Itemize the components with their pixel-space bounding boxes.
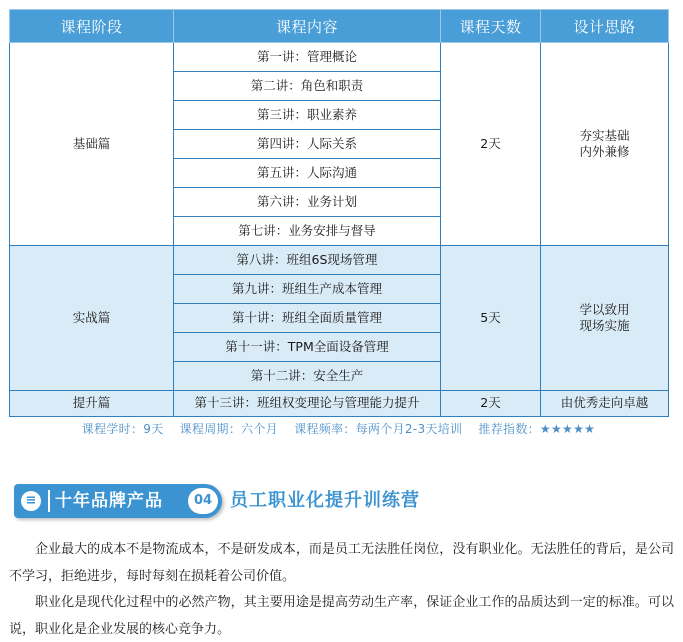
idea-cell-advance: 由优秀走向卓越 [541,391,669,417]
summary-hours: 课程学时：9天 [81,422,164,436]
idea-line: 夯实基础 [579,127,630,143]
badge-divider [48,490,50,512]
idea-line: 现场实施 [579,318,630,333]
lesson-cell: 第七讲：业务安排与督导 [174,217,441,246]
idea-cell-practice [541,246,669,391]
brand-badge [14,484,222,518]
header-idea: 设计思路 [541,10,669,43]
lesson-cell: 第二讲：角色和职责 [174,72,441,101]
lesson-cell: 第五讲：人际沟通 [174,159,441,188]
paragraph: 职业化是现代化过程中的必然产物，其主要用途是提高劳动生产率，保证企业工作的品质达到一定的标准。可以说，职业化是企业发展的核心竞争力。 [9,595,674,637]
course-summary [9,420,668,437]
body-text [9,537,674,642]
paragraph: 企业最大的成本不是物流成本，不是研发成本，而是员工无法胜任岗位，没有职业化。无法胜任的背后，是公司不学习，拒绝进步，每时每刻在损耗着公司价值。 [9,542,674,584]
days-cell-advance: 2天 [441,391,541,417]
lesson-cell: 第九讲：班组生产成本管理 [174,275,441,304]
table-header-row [10,10,669,43]
lesson-cell: 第十二讲：安全生产 [174,362,441,391]
list-icon: ≡ [21,491,41,511]
idea-line: 学以致用 [579,301,630,317]
table-row [10,246,669,275]
stage-cell-advance: 提升篇 [10,391,174,417]
lesson-cell: 第八讲：班组6S现场管理 [174,246,441,275]
lesson-cell: 第一讲：管理概论 [174,43,441,72]
lesson-cell: 第四讲：人际关系 [174,130,441,159]
badge-number: 04 [188,488,218,514]
lesson-cell: 第三讲：职业素养 [174,101,441,130]
stage-cell-practice: 实战篇 [10,246,174,391]
lesson-cell: 第十三讲：班组权变理论与管理能力提升 [174,391,441,417]
idea-line: 内外兼修 [579,144,630,159]
header-stage: 课程阶段 [10,10,174,43]
lesson-cell: 第十一讲：TPM全面设备管理 [174,333,441,362]
table-row [10,43,669,72]
summary-frequency: 课程频率：每两个月2-3天培训 [294,422,463,436]
summary-period: 课程周期：六个月 [179,422,279,436]
table-row [10,391,669,417]
badge-title: 十年品牌产品 [55,491,163,511]
stage-cell-basic: 基础篇 [10,43,174,246]
lesson-cell: 第六讲：业务计划 [174,188,441,217]
days-cell-practice: 5天 [441,246,541,391]
header-days: 课程天数 [441,10,541,43]
lesson-cell: 第十讲：班组全面质量管理 [174,304,441,333]
header-content: 课程内容 [174,10,441,43]
days-cell-basic: 2天 [441,43,541,246]
course-table [9,9,669,417]
summary-rating: 推荐指数：★★★★★ [478,422,596,436]
section-header [14,484,674,518]
section-title: 员工职业化提升训练营 [230,490,420,511]
idea-cell-basic [541,43,669,246]
